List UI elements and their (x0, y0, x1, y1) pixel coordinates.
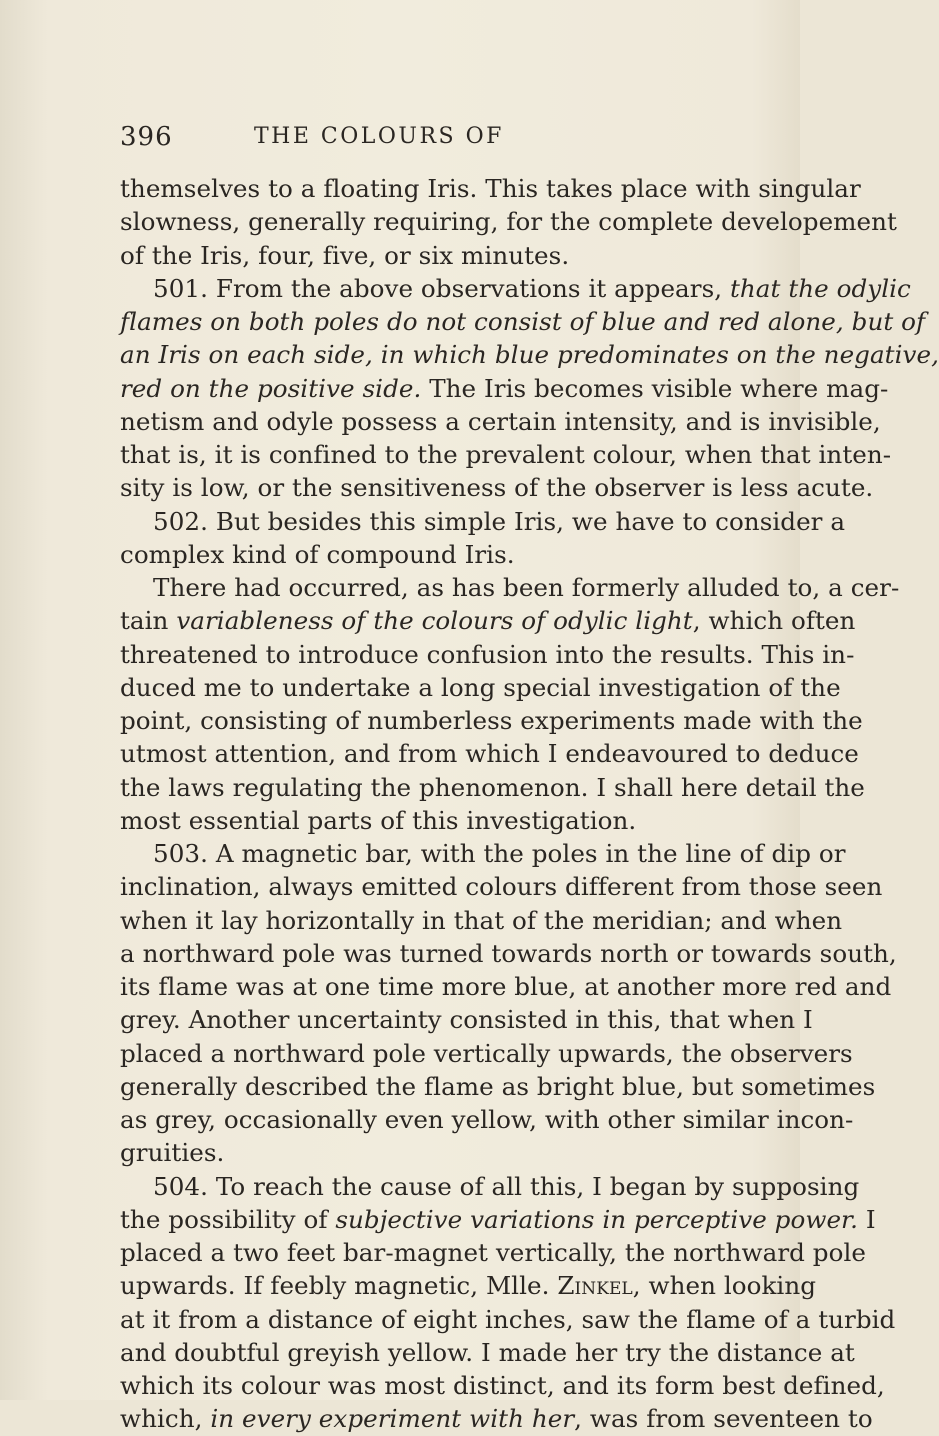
text-line (120, 1136, 726, 1169)
text-segment: complex kind of compound Iris. (120, 539, 515, 569)
page-header (0, 122, 800, 162)
text-line (120, 970, 892, 1003)
text-segment: utmost attention, and from which I endeavoured to deduce (120, 739, 859, 769)
text-segment: themselves to a floating Iris. This takes place with singular (120, 174, 861, 203)
text-segment: grey. Another uncertainty consisted in this, that when I (120, 1005, 813, 1035)
text-line (120, 1070, 876, 1103)
text-line (120, 837, 846, 870)
page-number: 396 (120, 122, 173, 152)
text-segment: The Iris becomes visible where mag- (421, 373, 889, 403)
text-segment: its flame was at one time more blue, at another more red and (120, 972, 892, 1001)
text-segment: slowness, generally requiring, for the complete developement (120, 207, 897, 237)
text-line (120, 737, 859, 770)
text-segment: at it from a distance of eight inches, saw the flame of a turbid (120, 1304, 896, 1334)
text-line (120, 571, 900, 604)
text-line (120, 305, 926, 338)
text-line (120, 372, 889, 405)
text-segment: which its colour was most distinct, and its form best defined, (120, 1371, 885, 1400)
text-segment: in every experiment with her (210, 1404, 575, 1434)
text-segment: gruities. (120, 1138, 225, 1168)
text-line (120, 438, 892, 471)
text-line (120, 1336, 855, 1369)
text-segment: as grey, occasionally even yellow, with other similar incon- (120, 1105, 854, 1134)
text-segment: of the Iris, four, five, or six minutes. (120, 240, 570, 270)
text-line (120, 1203, 876, 1236)
text-segment: and doubtful greyish yellow. I made her try the distance at (120, 1337, 855, 1367)
text-segment: subjective variations in perceptive power. (335, 1204, 859, 1234)
text-segment: variableness of the colours of odylic light (176, 606, 693, 636)
text-line (120, 272, 911, 305)
text-line (120, 239, 726, 272)
text-segment: a northward pole was turned towards north or towards south, (120, 938, 897, 968)
text-line (120, 538, 726, 571)
text-segment: 501. From the above observations it appears, (153, 273, 730, 303)
text-segment: There had occurred, as has been formerly alluded to, a cer- (153, 573, 900, 602)
body-text (120, 172, 939, 1436)
text-line (120, 1369, 885, 1402)
text-segment: an Iris on each side, in which blue predominates on the negative, (120, 340, 939, 370)
text-segment: , which often (692, 606, 856, 636)
text-line (120, 471, 874, 504)
text-line (120, 1103, 854, 1136)
text-segment: the possibility of (120, 1204, 336, 1234)
text-line (120, 1269, 817, 1302)
text-line (120, 505, 846, 538)
text-line (120, 937, 897, 970)
text-segment: placed a northward pole vertically upwards, the observers (120, 1038, 853, 1068)
text-line (120, 205, 897, 238)
text-segment: upwards. If feebly magnetic, Mlle. (120, 1271, 558, 1301)
text-line (120, 804, 726, 837)
text-segment: 502. But besides this simple Iris, we have to consider a (153, 506, 846, 536)
text-line (120, 638, 855, 671)
text-line (120, 870, 883, 903)
text-segment: I (858, 1204, 876, 1234)
text-segment: the laws regulating the phenomenon. I shall here detail the (120, 772, 865, 802)
text-segment: that the odylic (729, 273, 911, 303)
text-line (120, 172, 861, 205)
text-line (120, 1236, 866, 1269)
text-segment: flames on both poles do not consist of blue and red alone, but of (120, 307, 926, 336)
text-segment: most essential parts of this investigation. (120, 805, 637, 835)
text-line (120, 1402, 873, 1435)
text-segment: placed a two feet bar-magnet vertically, the northward pole (120, 1238, 866, 1267)
text-line (120, 771, 865, 804)
text-line (120, 604, 856, 637)
text-segment: red on the positive side. (120, 373, 422, 403)
text-segment: Zinkel (557, 1271, 633, 1301)
text-segment: generally described the flame as bright blue, but sometimes (120, 1071, 876, 1101)
text-line (120, 904, 843, 937)
text-line (120, 671, 841, 704)
text-segment: when it lay horizontally in that of the meridian; and when (120, 905, 843, 935)
text-segment: , was from seventeen to (574, 1404, 873, 1434)
text-segment: duced me to undertake a long special investigation of the (120, 672, 841, 702)
text-line (120, 405, 881, 438)
text-segment: which, (120, 1404, 211, 1434)
running-title: THE COLOURS OF (254, 124, 504, 149)
text-line (120, 704, 863, 737)
text-line (120, 338, 939, 371)
text-segment: 504. To reach the cause of all this, I began by supposing (153, 1171, 860, 1201)
text-line (120, 1303, 896, 1336)
text-segment: threatened to introduce confusion into the results. This in- (120, 639, 855, 669)
text-segment: , when looking (632, 1271, 817, 1301)
text-segment: netism and odyle possess a certain intensity, and is invisible, (120, 406, 881, 436)
text-line (120, 1003, 813, 1036)
text-segment: point, consisting of numberless experiments made with the (120, 706, 863, 735)
text-segment: sity is low, or the sensitiveness of the observer is less acute. (120, 473, 874, 503)
text-segment: tain (120, 606, 177, 636)
text-segment: 503. A magnetic bar, with the poles in the line of dip or (153, 839, 846, 868)
text-line (120, 1037, 853, 1070)
text-line (120, 1170, 860, 1203)
text-segment: inclination, always emitted colours different from those seen (120, 872, 883, 902)
text-segment: that is, it is confined to the prevalent colour, when that inten- (120, 440, 892, 469)
